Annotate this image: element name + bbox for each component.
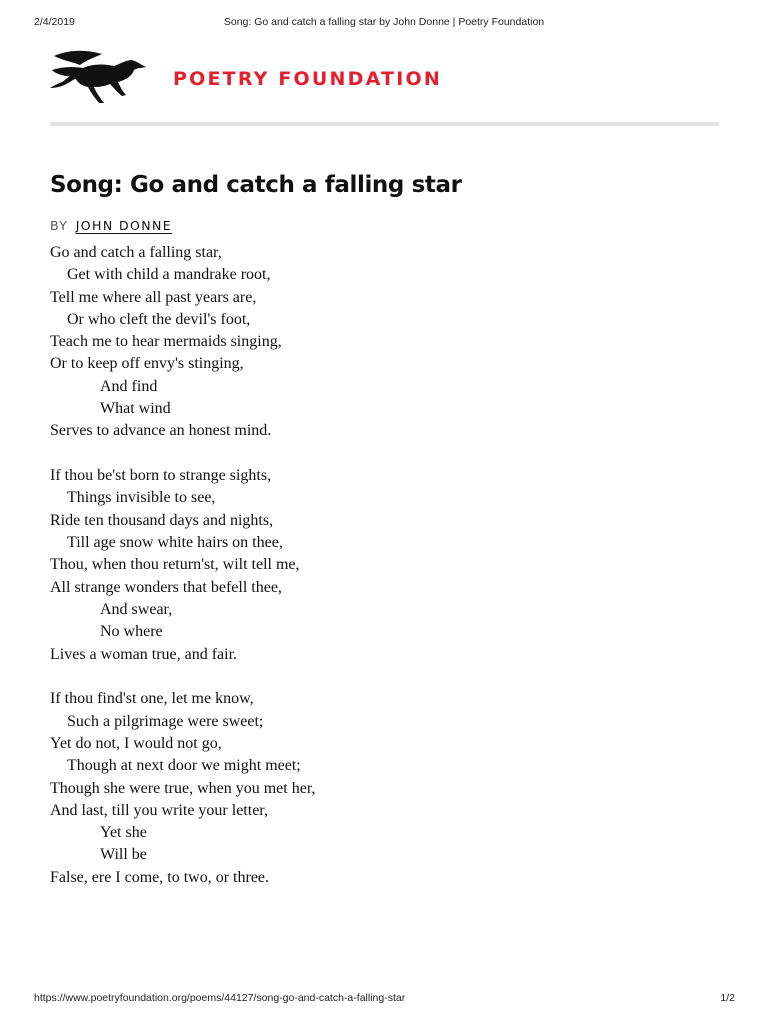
stanza-3 — [50, 688, 690, 889]
author-link[interactable]: JOHN DONNE — [75, 218, 173, 233]
site-header — [50, 46, 470, 110]
page-number: 1/2 — [720, 992, 735, 1004]
print-date: 2/4/2019 — [34, 16, 75, 28]
poem-line: Yet do not, I would not go, — [50, 734, 222, 752]
header-divider — [50, 122, 719, 126]
poem-line: False, ere I come, to two, or three. — [50, 868, 270, 886]
poem-line: Thou, when thou return'st, wilt tell me, — [50, 556, 300, 574]
stanza-1 — [50, 242, 690, 443]
poem-line: Tell me where all past years are, — [50, 288, 257, 306]
poem-line: Ride ten thousand days and nights, — [50, 511, 274, 529]
print-header — [0, 16, 768, 32]
poem-line: Such a pilgrimage were sweet; — [67, 712, 264, 730]
poem-line: Serves to advance an honest mind. — [50, 422, 272, 440]
poem-line: Get with child a mandrake root, — [67, 266, 271, 284]
poem-line: No where — [100, 623, 163, 641]
poem-line: Go and catch a falling star, — [50, 244, 222, 261]
poem-body — [50, 242, 690, 912]
print-document-title: Song: Go and catch a falling star by John Donne | Poetry Foundation — [223, 16, 545, 28]
poem-line: Though at next door we might meet; — [67, 757, 301, 775]
poem-line: If thou find'st one, let me know, — [50, 690, 254, 708]
by-label: BY — [50, 218, 69, 233]
poem-line: Though she were true, when you met her, — [50, 779, 316, 797]
poem-line: And swear, — [100, 600, 173, 618]
poem-line: Things invisible to see, — [67, 489, 216, 507]
poem-line: What wind — [100, 400, 171, 418]
poem-line: All strange wonders that befell thee, — [50, 578, 282, 596]
poem-line: If thou be'st born to strange sights, — [50, 467, 272, 485]
poem-line: And last, till you write your letter, — [50, 801, 268, 819]
byline — [50, 218, 172, 233]
poem-line: Lives a woman true, and fair. — [50, 645, 238, 663]
poem-line: Teach me to hear mermaids singing, — [50, 333, 282, 351]
pegasus-logo-icon[interactable] — [50, 46, 148, 108]
poem-line: Yet she — [100, 824, 147, 842]
brand-name[interactable]: POETRY FOUNDATION — [173, 68, 442, 90]
poem-line: And find — [100, 377, 158, 395]
print-footer — [0, 992, 768, 1008]
poem-line: Or to keep off envy's stinging, — [50, 355, 244, 373]
page-title: Song: Go and catch a falling star — [50, 172, 462, 198]
stanza-2 — [50, 465, 690, 666]
print-url: https://www.poetryfoundation.org/poems/44127/song-go-and-catch-a-falling-star — [34, 992, 406, 1004]
poem-line: Will be — [100, 846, 147, 864]
poem-line: Or who cleft the devil's foot, — [67, 310, 251, 328]
poem-line: Till age snow white hairs on thee, — [67, 534, 283, 552]
